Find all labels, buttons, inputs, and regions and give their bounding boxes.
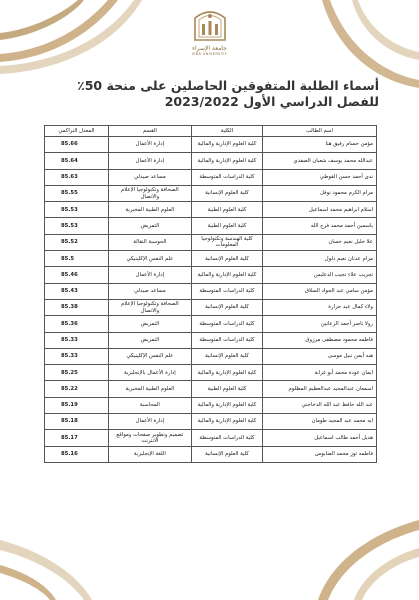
cell-gpa: 85.64 bbox=[45, 153, 109, 169]
table-row bbox=[45, 348, 377, 364]
table-row bbox=[45, 430, 377, 446]
cell-department: العلوم الطبية المخبرية bbox=[108, 202, 191, 218]
cell-gpa: 85.36 bbox=[45, 316, 109, 332]
cell-student-name: ايه محمد عبد المجيد طومان bbox=[262, 414, 376, 430]
cell-department: علم النفس الإكلينيكي bbox=[108, 251, 191, 267]
cell-student-name: علا خليل نعيم حسان bbox=[262, 234, 376, 250]
table-row bbox=[45, 365, 377, 381]
cell-student-name: مرام عدنان نعيم دلول bbox=[262, 251, 376, 267]
table-row bbox=[45, 414, 377, 430]
cell-student-name: ولاء كمال عيد حرارة bbox=[262, 299, 376, 315]
cell-student-name: مرام الكرم محمود نوفل bbox=[262, 185, 376, 201]
cell-student-name: تجريب علاء تجيب الدعليس bbox=[262, 267, 376, 283]
cell-college: كلية العلوم الإنسانية bbox=[192, 251, 263, 267]
cell-department: إدارة الأعمال bbox=[108, 414, 191, 430]
cell-department: اللغة الإنجليزية bbox=[108, 446, 191, 462]
cell-student-name: ياسمين أحمد محمد فرج الله bbox=[262, 218, 376, 234]
cell-student-name: فاطمه توز محمد الضابوس bbox=[262, 446, 376, 462]
table-row bbox=[45, 446, 377, 462]
cell-student-name: اسمعان عبدالمجيد عبدالعظيم المظلوم bbox=[262, 381, 376, 397]
table-row bbox=[45, 153, 377, 169]
cell-department: مساعد صيدلي bbox=[108, 169, 191, 185]
table-row bbox=[45, 137, 377, 153]
university-logo bbox=[182, 4, 238, 62]
header-dept: القسم bbox=[108, 126, 191, 137]
cell-college: كلية الدراسات المتوسطة bbox=[192, 332, 263, 348]
cell-college: كلية العلوم الإدارية والمالية bbox=[192, 153, 263, 169]
cell-college: كلية العلوم الإدارية والمالية bbox=[192, 267, 263, 283]
table-row bbox=[45, 397, 377, 413]
header-name: اسم الطالب bbox=[262, 126, 376, 137]
students-table bbox=[44, 125, 377, 463]
logo-name-arabic: جامعة الإسراء bbox=[192, 45, 227, 52]
cell-college: كلية العلوم الإدارية والمالية bbox=[192, 137, 263, 153]
table-row bbox=[45, 218, 377, 234]
cell-college: كلية العلوم الطبية bbox=[192, 202, 263, 218]
cell-college: كلية الدراسات المتوسطة bbox=[192, 430, 263, 446]
cell-student-name: ايمان عودة محمد أبو غرابة bbox=[262, 365, 376, 381]
cell-gpa: 85.5 bbox=[45, 251, 109, 267]
cell-college: كلية العلوم الإدارية والمالية bbox=[192, 414, 263, 430]
cell-department: المحاسبة bbox=[108, 397, 191, 413]
cell-gpa: 85.66 bbox=[45, 137, 109, 153]
university-emblem-icon bbox=[191, 4, 229, 44]
cell-department: التمريض bbox=[108, 316, 191, 332]
cell-department: التمريض bbox=[108, 218, 191, 234]
cell-gpa: 85.33 bbox=[45, 332, 109, 348]
cell-gpa: 85.22 bbox=[45, 381, 109, 397]
cell-gpa: 85.17 bbox=[45, 430, 109, 446]
cell-gpa: 85.53 bbox=[45, 202, 109, 218]
table-row bbox=[45, 234, 377, 250]
cell-department: إدارة الأعمال bbox=[108, 267, 191, 283]
table-row bbox=[45, 267, 377, 283]
cell-gpa: 85.52 bbox=[45, 234, 109, 250]
cell-college: كلية الهندسة وتكنولوجيا المعلومات bbox=[192, 234, 263, 250]
cell-department: علم النفس الإكلينيكي bbox=[108, 348, 191, 364]
cell-department: العلوم الطبية المخبرية bbox=[108, 381, 191, 397]
cell-department: إدارة الأعمال bbox=[108, 137, 191, 153]
cell-college: كلية العلوم الطبية bbox=[192, 381, 263, 397]
cell-department: التمريض bbox=[108, 332, 191, 348]
table-row bbox=[45, 381, 377, 397]
cell-college: كلية الدراسات المتوسطة bbox=[192, 283, 263, 299]
cell-department: تصميم وتطوير صفحات ومواقع الانترنت bbox=[108, 430, 191, 446]
cell-gpa: 85.18 bbox=[45, 414, 109, 430]
table-row bbox=[45, 185, 377, 201]
table-header-row bbox=[45, 126, 377, 137]
logo-name-english: ISRA UNIVERSITY bbox=[191, 52, 228, 56]
cell-college: كلية العلوم الطبية bbox=[192, 218, 263, 234]
cell-student-name: مؤمن سامي عبد الجواد السلاق bbox=[262, 283, 376, 299]
table-row bbox=[45, 316, 377, 332]
cell-college: كلية الدراسات المتوسطة bbox=[192, 169, 263, 185]
cell-college: كلية العلوم الإنسانية bbox=[192, 299, 263, 315]
cell-student-name: مؤمن حسام رفيق هنا bbox=[262, 137, 376, 153]
title-line-2: للفصل الدراسي الأول 2023/2022 bbox=[164, 94, 379, 109]
title-line-1: أسماء الطلبة المتفوقين الحاصلين على منحة 50٪ bbox=[77, 78, 379, 93]
cell-department: مساعد صيدلي bbox=[108, 283, 191, 299]
cell-college: كلية العلوم الإدارية والمالية bbox=[192, 365, 263, 381]
cell-student-name: فاطمه محمود مصطفى مرزوق bbox=[262, 332, 376, 348]
table-row bbox=[45, 251, 377, 267]
table-row bbox=[45, 283, 377, 299]
cell-department: إدارة الأعمال bbox=[108, 153, 191, 169]
cell-college: كلية العلوم الإنسانية bbox=[192, 348, 263, 364]
cell-student-name: رولا ناصر أحمد الزعانين bbox=[262, 316, 376, 332]
cell-gpa: 85.16 bbox=[45, 446, 109, 462]
cell-student-name: ندى أحمد حسن القوطي bbox=[262, 169, 376, 185]
cell-college: كلية العلوم الإنسانية bbox=[192, 446, 263, 462]
cell-department: إدارة الأعمال بالإنجليزية bbox=[108, 365, 191, 381]
cell-gpa: 85.53 bbox=[45, 218, 109, 234]
cell-gpa: 85.25 bbox=[45, 365, 109, 381]
cell-gpa: 85.63 bbox=[45, 169, 109, 185]
table-row bbox=[45, 169, 377, 185]
cell-gpa: 85.33 bbox=[45, 348, 109, 364]
cell-gpa: 85.55 bbox=[45, 185, 109, 201]
cell-student-name: اسلام ابراهيم محمد اسماعيل bbox=[262, 202, 376, 218]
cell-department: الصحافة وتكنولوجيا الإعلام والاتصال bbox=[108, 185, 191, 201]
cell-college: كلية العلوم الإنسانية bbox=[192, 185, 263, 201]
cell-gpa: 85.38 bbox=[45, 299, 109, 315]
cell-department: الصحافة وتكنولوجيا الإعلام والاتصال bbox=[108, 299, 191, 315]
header-gpa: المعدل التراكمي bbox=[45, 126, 109, 137]
cell-college: كلية الدراسات المتوسطة bbox=[192, 316, 263, 332]
table-row bbox=[45, 332, 377, 348]
table-row bbox=[45, 202, 377, 218]
page-title bbox=[77, 78, 379, 110]
cell-student-name: عبدالله محمد يوسف شعبان الصفدي bbox=[262, 153, 376, 169]
cell-college: كلية العلوم الإدارية والمالية bbox=[192, 397, 263, 413]
cell-student-name: هديل أحمد طالب اسماعيل bbox=[262, 430, 376, 446]
cell-gpa: 85.43 bbox=[45, 283, 109, 299]
table-row bbox=[45, 299, 377, 315]
cell-department: الحوسبة النقالة bbox=[108, 234, 191, 250]
cell-student-name: عبد الله حافظ عبد الله الدخاخني bbox=[262, 397, 376, 413]
cell-student-name: هبه أيمن نبيل موسى bbox=[262, 348, 376, 364]
cell-gpa: 85.19 bbox=[45, 397, 109, 413]
cell-gpa: 85.46 bbox=[45, 267, 109, 283]
header-college: الكلية bbox=[192, 126, 263, 137]
